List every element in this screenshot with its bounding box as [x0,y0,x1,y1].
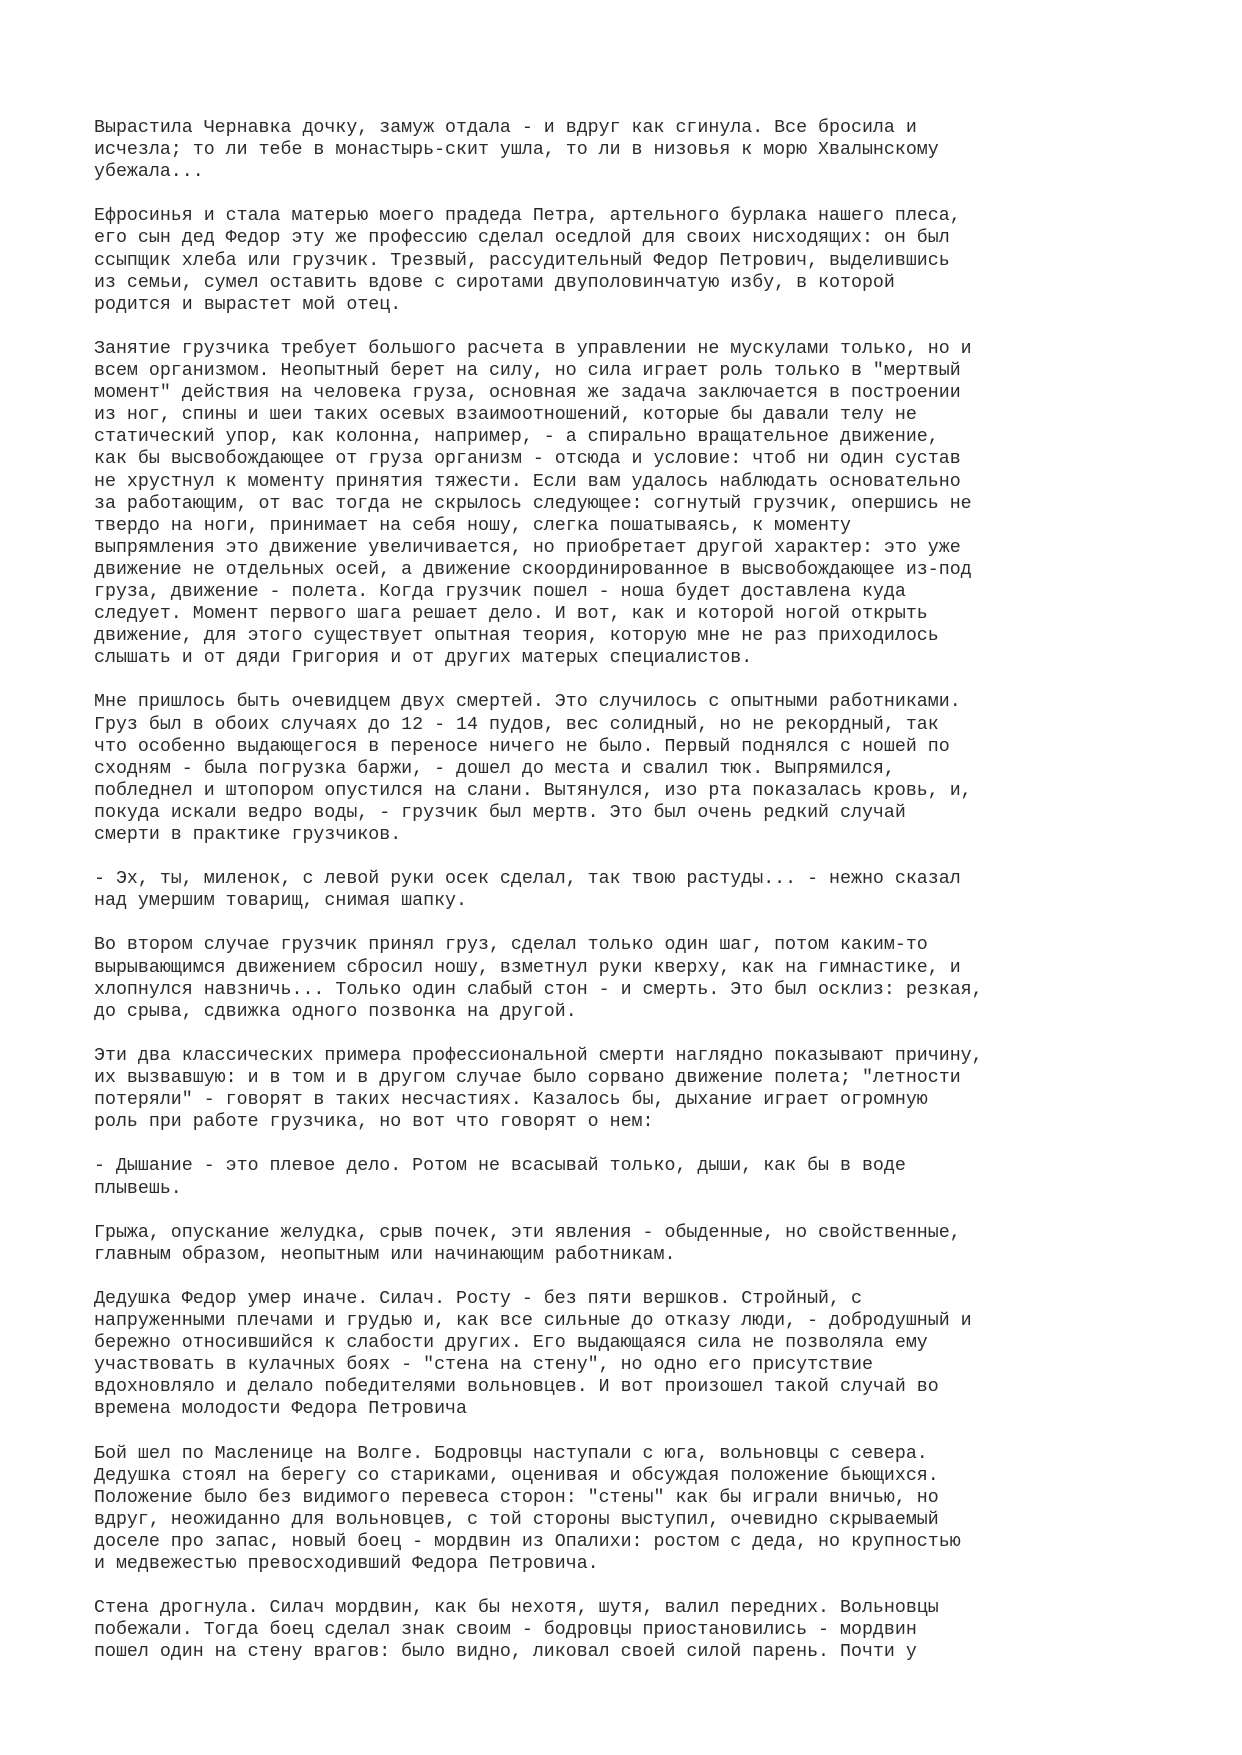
paragraph-11: Бой шел по Масленице на Волге. Бодровцы наступали с юга, вольновцы с севера. Дедушка стоял на берегу со стариками, оценивая и обсуждая положение бьющихся. Положение было без видимого перевеса сторон: "стены" как бы играли вничью, но вдруг, неожиданно для вольновцев, с той стороны выступил, очевидно скрываемый доселе про запас, новый боец - мордвин из Опалихи: ростом с деда, но крупностью и медвежестью превосходивший Федора Петровича. [94,1443,961,1575]
document-page [94,117,1154,1664]
paragraph-9: Грыжа, опускание желудка, срыв почек, эти явления - обыденные, но свойственные, главным образом, неопытным или начинающим работникам. [94,1222,961,1265]
paragraph-1: Вырастила Чернавка дочку, замуж отдала - и вдруг как сгинула. Все бросила и исчезла; то ли тебе в монастырь-скит ушла, то ли в низовья к морю Хвалынскому убежала... [94,118,939,183]
paragraph-2: Ефросинья и стала матерью моего прадеда Петра, артельного бурлака нашего плеса, его сын дед Федор эту же профессию сделал оседлой для своих нисходящих: он был ссыпщик хлеба или грузчик. Трезвый, рассудительный Федор Петрович, выделившись из семьи, сумел оставить вдове с сиротами двуполовинчатую избу, в которой родится и вырастет мой отец. [94,206,961,315]
paragraph-3: Занятие грузчика требует большого расчета в управлении не мускулами только, но и всем организмом. Неопытный берет на силу, но сила играет роль только в "мертвый момент" действия на человека груза, основная же задача заключается в построении из ног, спины и шеи таких осевых взаимоотношений, которые бы давали телу не статический упор, как колонна, например, - а спирально вращательное движение, как бы высвобождающее от груза организм - отсюда и условие: чтоб ни один сустав не хрустнул к моменту принятия тяжести. Если вам удалось наблюдать основательно за работающим, от вас тогда не скрылось следующее: согнутый грузчик, опершись не твердо на ноги, принимает на себя ношу, слегка пошатываясь, к моменту выпрямления это движение увеличивается, но приобретает другой характер: это уже движение не отдельных осей, а движение скоординированное в высвобождающее из-под груза, движение - полета. Когда грузчик пошел - ноша будет доставлена куда следует. Момент первого шага решает дело. И вот, как и которой ногой открыть движение, для этого существует опытная теория, которую мне не раз приходилось слышать и от дяди Григория и от других матерых специалистов. [94,338,972,669]
paragraph-5: - Эх, ты, миленок, с левой руки осек сделал, так твою растуды... - нежно сказал над умершим товарищ, снимая шапку. [94,869,961,912]
paragraph-6: Во втором случае грузчик принял груз, сделал только один шаг, потом каким-то вырывающимся движением сбросил ношу, взметнул руки кверху, как на гимнастике, и хлопнулся навзничь... Только один слабый стон - и смерть. Это был осклиз: резкая, до срыва, сдвижка одного позвонка на другой. [94,935,983,1022]
paragraph-8: - Дышание - это плевое дело. Ротом не всасывай только, дыши, как бы в воде плывешь. [94,1156,906,1199]
paragraph-7: Эти два классических примера профессиональной смерти наглядно показывают причину, их вызвавшую: и в том и в другом случае было сорвано движение полета; "летности потеряли" - говорят в таких несчастиях. Казалось бы, дыхание играет огромную роль при работе грузчика, но вот что говорят о нем: [94,1045,983,1133]
paragraph-10: Дедушка Федор умер иначе. Силач. Росту - без пяти вершков. Стройный, с напруженными плечами и грудью и, как все сильные до отказу люди, - добродушный и бережно относившийся к слабости других. Его выдающаяся сила не позволяла ему участвовать в кулачных боях - "стена на стену", но одно его присутствие вдохновляло и делало победителями вольновцев. И вот произошел такой случай во времена молодости Федора Петровича [94,1288,972,1420]
paragraph-12: Стена дрогнула. Силач мордвин, как бы нехотя, шутя, валил передних. Вольновцы побежали. Тогда боец сделал знак своим - бодровцы приостановились - мордвин пошел один на стену врагов: было видно, ликовал своей силой парень. Почти у [94,1598,939,1663]
paragraph-4: Мне пришлось быть очевидцем двух смертей. Это случилось с опытными работниками. Груз был в обоих случаях до 12 - 14 пудов, вес солидный, но не рекордный, так что особенно выдающегося в переносе ничего не было. Первый поднялся с ношей по сходням - была погрузка баржи, - дошел до места и свалил тюк. Выпрямился, побледнел и штопором опустился на слани. Вытянулся, изо рта показалась кровь, и, покуда искали ведро воды, - грузчик был мертв. Это был очень редкий случай смерти в практике грузчиков. [94,692,972,845]
